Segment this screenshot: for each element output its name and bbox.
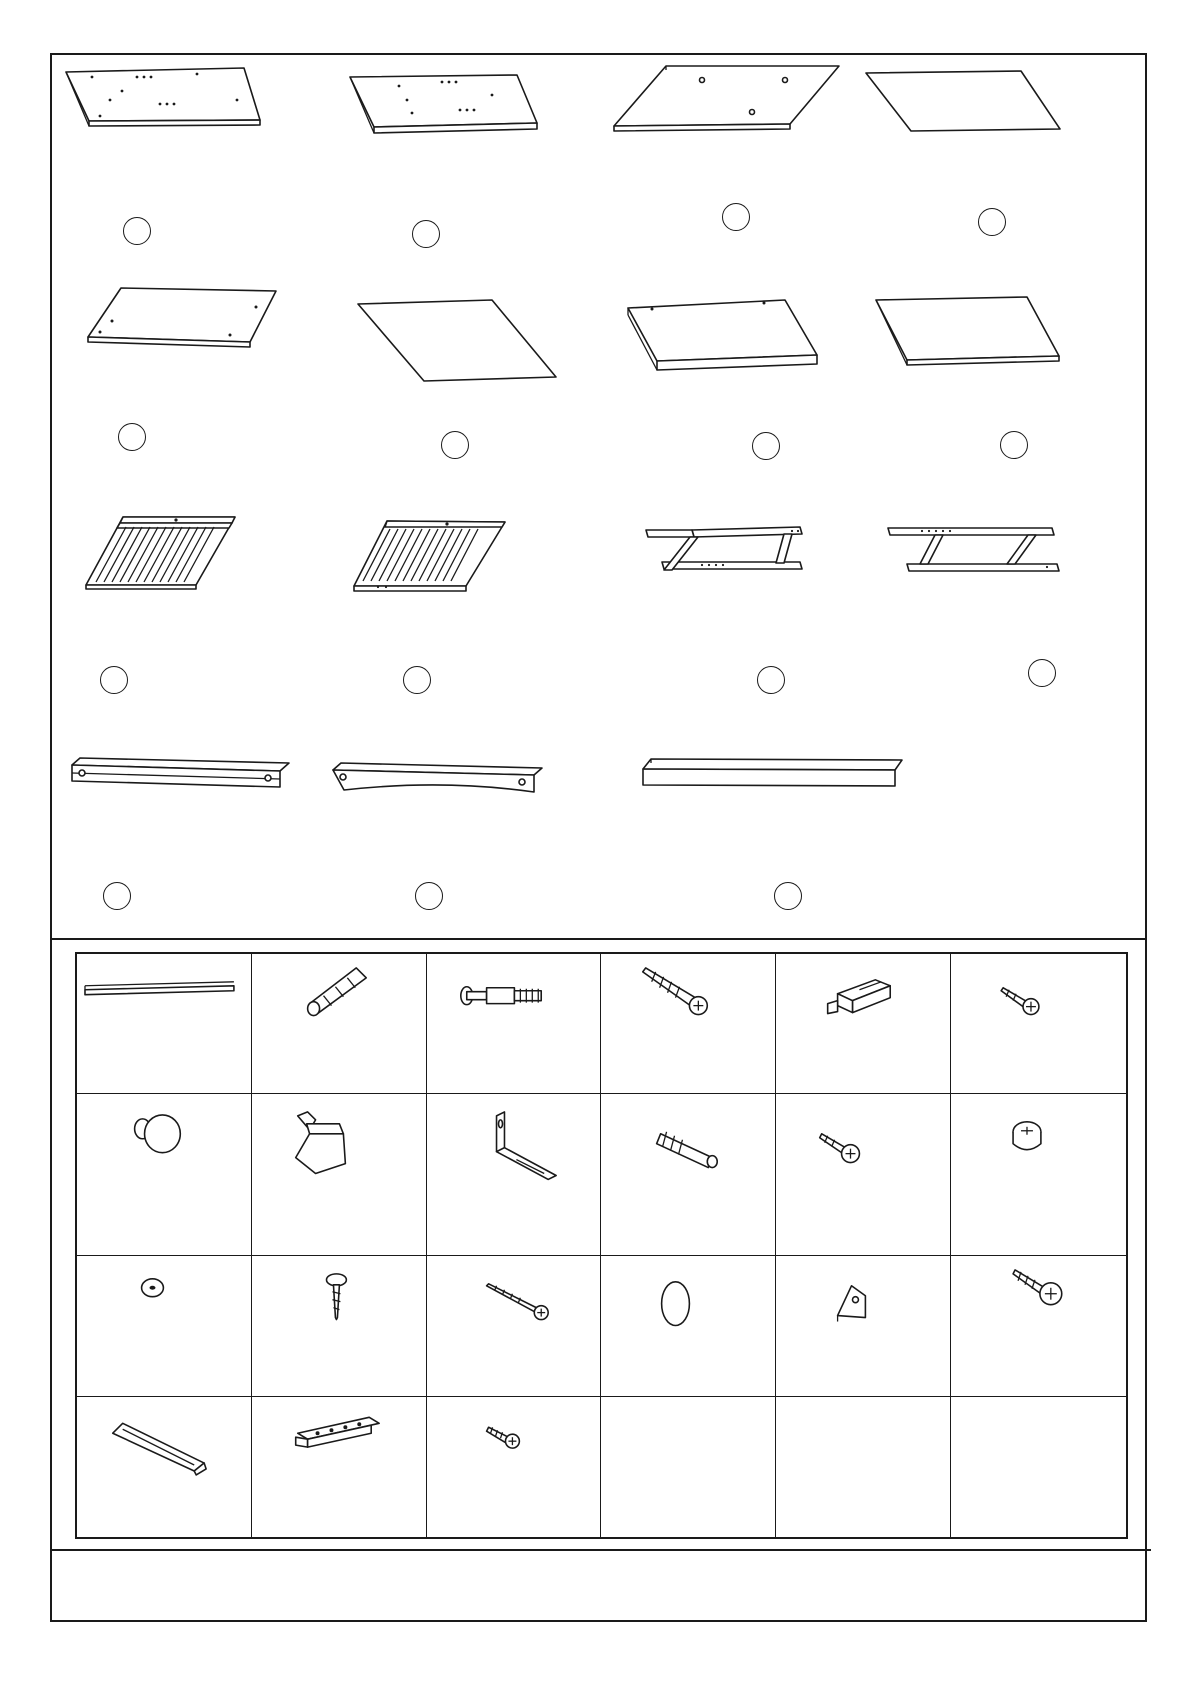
hardware-cell-cover-cap — [601, 1256, 776, 1397]
hardware-cell-shelf-pin-bracket — [776, 1256, 951, 1397]
machine-screw-icon — [427, 1397, 601, 1537]
part-callout — [752, 432, 780, 460]
hardware-cell-metal-strip — [77, 954, 252, 1094]
part-callout — [103, 882, 131, 910]
cover-cap-icon — [601, 1256, 775, 1396]
part-callout — [1028, 659, 1056, 687]
l-bracket-icon — [427, 1094, 601, 1255]
hardware-cell-empty — [776, 1397, 951, 1537]
hardware-cell-wooden-dowel — [252, 954, 427, 1094]
hardware-cell-washer — [77, 1256, 252, 1397]
hardware-cell-coarse-screw — [951, 1256, 1126, 1397]
hardware-cell-l-bracket — [427, 1094, 602, 1256]
shelf-support-clip-icon — [252, 1094, 426, 1255]
metal-strip-icon — [77, 954, 251, 1093]
wooden-dowel-icon — [252, 954, 426, 1093]
small-nail-screw-icon — [252, 1256, 426, 1396]
hardware-cell-hex-key — [77, 1397, 252, 1537]
hardware-cell-pan-head-screw — [776, 1094, 951, 1256]
long-wood-screw-icon — [601, 954, 775, 1093]
shelf-pin-bracket-icon — [776, 1256, 950, 1396]
part-callout — [774, 882, 802, 910]
panel-top-with-holes — [66, 68, 260, 126]
footer-area — [52, 1551, 1145, 1622]
panel-back-board — [358, 300, 556, 381]
panel-parts-area — [52, 55, 1145, 938]
panel-plain-shelf — [876, 297, 1059, 365]
long-thin-screw-icon — [427, 1256, 601, 1396]
part-callout — [757, 666, 785, 694]
hardware-cell-knob — [77, 1094, 252, 1256]
hardware-cell-long-thin-screw — [427, 1256, 602, 1397]
wall-anchor-icon — [601, 1094, 775, 1255]
panel-slatted-door-small — [354, 521, 505, 591]
cam-bolt-icon — [427, 954, 601, 1093]
rail-plain — [643, 759, 902, 786]
panel-drawings — [52, 55, 1149, 938]
cam-lock-icon — [951, 1094, 1126, 1255]
magnetic-catch-icon — [776, 954, 950, 1093]
hardware-cell-cam-lock — [951, 1094, 1126, 1256]
part-callout — [100, 666, 128, 694]
panel-bottom-with-holes — [350, 75, 537, 133]
panel-side-drilled — [614, 66, 839, 131]
hardware-cell-magnetic-catch — [776, 954, 951, 1094]
parts-sheet — [50, 53, 1147, 1622]
hardware-cell-small-nail-screw — [252, 1256, 427, 1397]
hardware-cell-long-wood-screw — [601, 954, 776, 1094]
part-callout — [978, 208, 1006, 236]
frame-ladder-left — [646, 527, 802, 570]
rail-curved — [333, 763, 542, 792]
hardware-cell-machine-screw — [427, 1397, 602, 1537]
hinge-plate-icon — [252, 1397, 426, 1537]
hardware-cell-empty — [951, 1397, 1126, 1537]
hardware-table — [75, 952, 1128, 1539]
part-callout — [415, 882, 443, 910]
frame-ladder-right — [888, 528, 1059, 571]
part-callout — [441, 431, 469, 459]
panel-plain-thin — [866, 71, 1060, 131]
panel-thick-shelf — [628, 300, 817, 370]
coarse-screw-icon — [951, 1256, 1126, 1396]
rail-straight — [72, 758, 289, 787]
hex-key-icon — [77, 1397, 251, 1537]
panel-shelf-drilled — [88, 288, 276, 347]
hardware-cell-hinge-plate — [252, 1397, 427, 1537]
part-callout — [412, 220, 440, 248]
part-callout — [722, 203, 750, 231]
part-callout — [123, 217, 151, 245]
hardware-cell-empty — [601, 1397, 776, 1537]
short-screw-icon — [951, 954, 1126, 1093]
part-callout — [118, 423, 146, 451]
knob-icon — [77, 1094, 251, 1255]
hardware-cell-wall-anchor — [601, 1094, 776, 1256]
hardware-cell-short-screw — [951, 954, 1126, 1094]
part-callout — [1000, 431, 1028, 459]
hardware-cell-shelf-support-clip — [252, 1094, 427, 1256]
part-callout — [403, 666, 431, 694]
section-divider — [52, 938, 1145, 940]
panel-slatted-door-large — [86, 517, 235, 589]
pan-head-screw-icon — [776, 1094, 950, 1255]
hardware-cell-cam-bolt — [427, 954, 602, 1094]
washer-icon — [77, 1256, 251, 1396]
